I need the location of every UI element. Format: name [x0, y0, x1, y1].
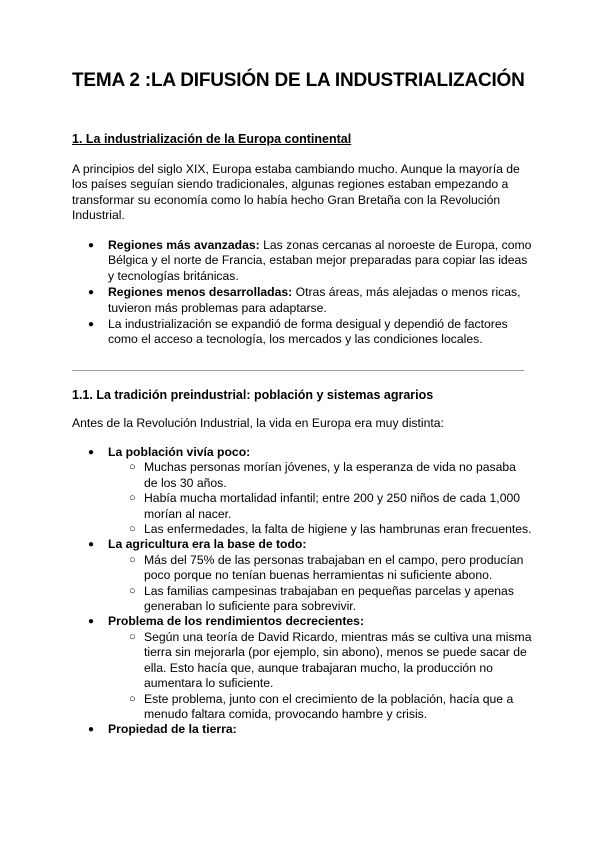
section-1-1-bullet-list [72, 445, 532, 738]
sub-item-text: Según una teoría de David Ricardo, mientras más se cultiva una misma tierra sin mejorarla (por ejemplo, sin abono), menos se puede sacar de ella. Esto hacía que, aunque trabajaran mucho, la producción no aumentara lo suficiente. [144, 629, 532, 691]
bullet-text: Las zonas cercanas al noroeste de Europa, como Bélgica y el norte de Francia, estaban mejor preparadas para copiar las ideas y tecnologías británicas. [108, 238, 532, 283]
bullet-text: La industrialización se expandió de forma desigual y dependió de factores como el acceso a tecnología, los mercados y las condiciones locales. [108, 317, 508, 347]
section-heading-1: 1. La industrialización de la Europa continental [72, 132, 352, 146]
horizontal-divider [72, 370, 524, 371]
sub-list-item [108, 630, 532, 692]
bullet-bold-label: La agricultura era la base de todo: [108, 537, 307, 552]
sub-item-text: Las enfermedades, la falta de higiene y las hambrunas eran frecuentes. [144, 522, 532, 537]
list-item [72, 238, 532, 284]
circle-bullet-icon: ○ [129, 584, 136, 597]
sub-item-text: Las familias campesinas trabajaban en pequeñas parcelas y apenas generaban lo suficiente para sobrevivir. [144, 583, 514, 614]
sub-list-item [108, 553, 532, 584]
sub-item-text: Había mucha mortalidad infantil; entre 200 y 250 niños de cada 1,000 morían al nacer. [144, 491, 521, 521]
bullet-bold-label: Regiones más avanzadas: [108, 238, 260, 252]
circle-bullet-icon: ○ [129, 553, 136, 566]
bullet-text: Otras áreas, más alejadas o menos ricas, tuvieron más problemas para adaptarse. [108, 285, 521, 315]
list-item [72, 445, 532, 537]
bullet-bold-label: Regiones menos desarrolladas: [108, 285, 293, 300]
bullet-bold-label: La población vivía poco: [108, 445, 251, 459]
section-1-intro: A principios del siglo XIX, Europa estaba cambiando mucho. Aunque la mayoría de los países seguían siendo tradicionales, algunas regiones estaban empezando a transformar su economía como lo había hecho Gran Bretaña con la Revolución Industrial. [72, 162, 520, 223]
sub-item-text: Muchas personas morían jóvenes, y la esperanza de vida no pasaba de los 30 años. [144, 460, 516, 490]
sub-list-item [108, 491, 532, 522]
bullet-icon: ● [88, 319, 95, 331]
section-heading-1-1: 1.1. La tradición preindustrial: población y sistemas agrarios [72, 388, 434, 402]
sub-list-item [108, 692, 532, 723]
circle-bullet-icon: ○ [129, 461, 136, 474]
sub-list [108, 460, 532, 537]
bullet-bold-label: Problema de los rendimientos decrecientes: [108, 614, 365, 629]
list-item [72, 537, 532, 614]
sub-list-item [108, 460, 532, 491]
circle-bullet-icon: ○ [129, 692, 136, 705]
sub-item-text: Este problema, junto con el crecimiento de la población, hacía que a menudo faltara comida, provocando hambre y crisis. [144, 691, 514, 721]
list-item [72, 317, 532, 348]
bullet-icon: ● [88, 240, 95, 251]
list-item [72, 285, 532, 316]
bullet-icon: ● [88, 724, 95, 736]
sub-list [108, 553, 532, 615]
bullet-icon: ● [88, 539, 95, 551]
list-item [72, 722, 532, 737]
sub-list [108, 630, 532, 722]
section-1-bullet-list [72, 238, 532, 349]
circle-bullet-icon: ○ [129, 492, 136, 505]
document-title: TEMA 2 :LA DIFUSIÓN DE LA INDUSTRIALIZACIÓN [72, 70, 525, 91]
bullet-icon: ● [88, 447, 95, 458]
sub-list-item [108, 584, 532, 615]
section-1-1-intro: Antes de la Revolución Industrial, la vida en Europa era muy distinta: [72, 416, 444, 430]
list-item [72, 614, 532, 722]
sub-list-item [108, 522, 532, 537]
bullet-bold-label: Propiedad de la tierra: [108, 722, 237, 737]
bullet-icon: ● [88, 287, 95, 299]
circle-bullet-icon: ○ [129, 630, 136, 643]
bullet-icon: ● [88, 616, 95, 628]
sub-item-text: Más del 75% de las personas trabajaban en el campo, pero producían poco porque no tenían buenas herramientas ni suficiente abono. [144, 552, 524, 583]
circle-bullet-icon: ○ [129, 523, 136, 536]
